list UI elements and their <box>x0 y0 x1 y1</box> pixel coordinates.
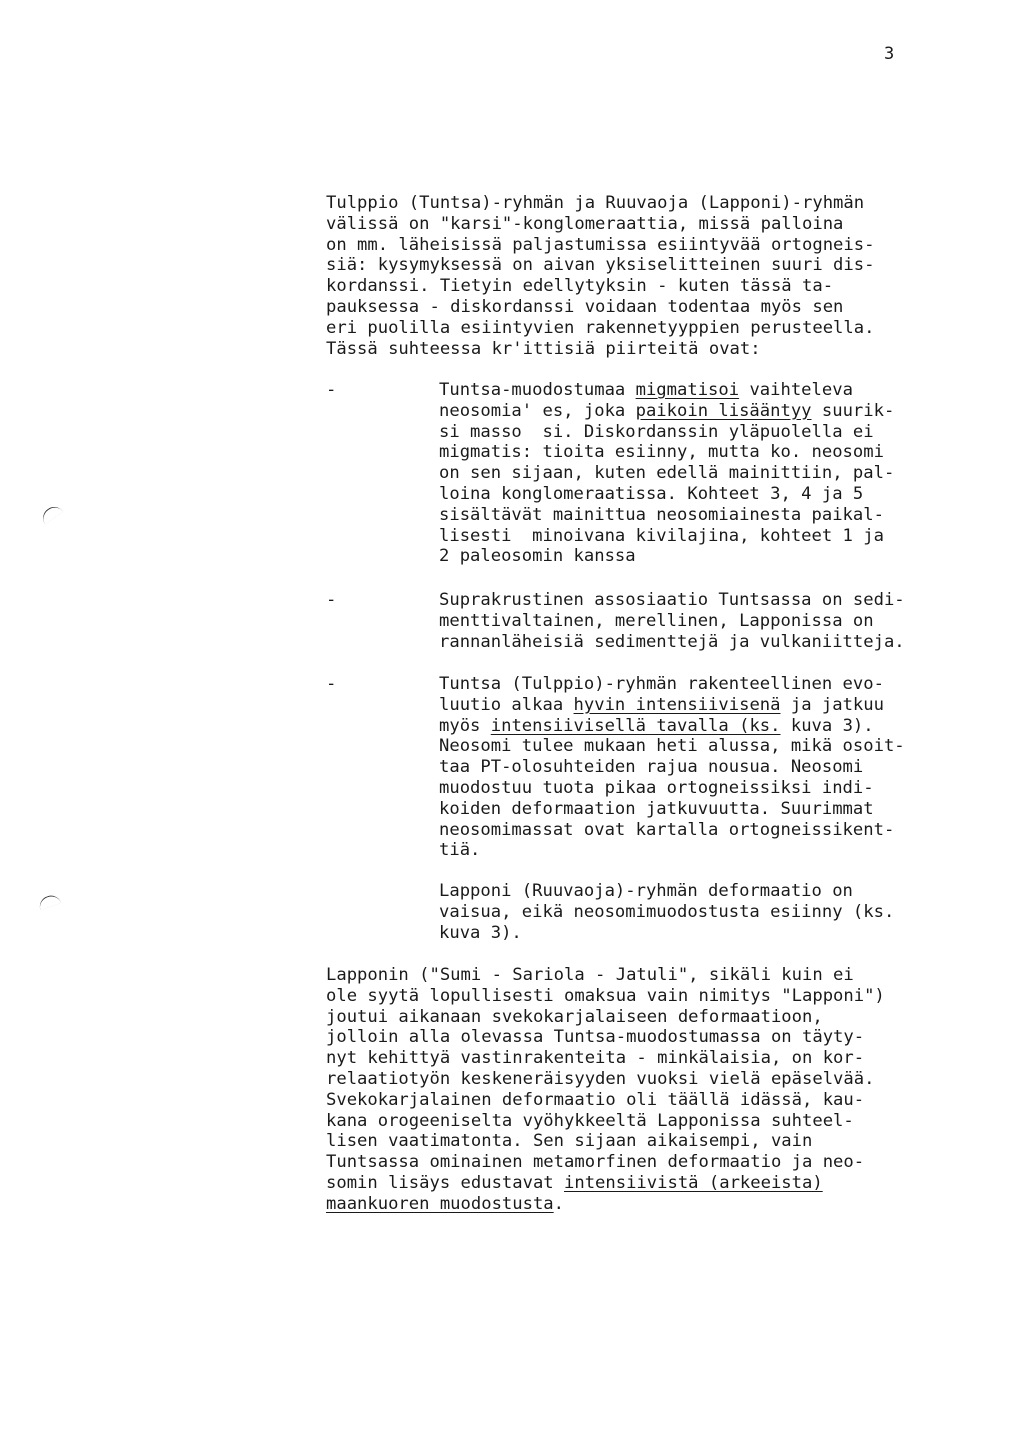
text-line: jolloin alla olevassa Tuntsa-muodostumassa on täyty- <box>326 1027 865 1048</box>
underlined-text: maankuoren muodostusta <box>326 1193 554 1214</box>
text-line: vaisua, eikä neosomimuodostusta esiinny (ks. <box>439 901 895 922</box>
text-line: Tuntsa-muodostumaa migmatisoi vaihteleva <box>439 380 853 400</box>
text-line: taa PT-olosuhteiden rajua nousua. Neosomi <box>439 757 864 778</box>
text-line: muodostuu tuota pikaa ortogneissiksi indi- <box>439 777 874 798</box>
text-line: loina konglomeraatissa. Kohteet 3, 4 ja 5 <box>439 483 864 504</box>
underlined-text: intensiivistä (arkeeista) <box>564 1172 823 1193</box>
text-line: Lapponi (Ruuvaoja)-ryhmän deformaatio on <box>439 881 853 901</box>
text-line: koiden deformaation jatkuvuutta. Suurimmat <box>439 798 874 819</box>
underlined-text: hyvin intensiivisenä <box>573 694 781 715</box>
text-line: Tässä suhteessa kr'ittisiä piirteitä ovat: <box>326 338 761 359</box>
text-line: joutui aikanaan svekokarjalaiseen deformaatioon, <box>326 1006 823 1027</box>
list-dash: - <box>326 380 337 400</box>
text-line: rannanläheisiä sedimenttejä ja vulkaniitteja. <box>439 631 905 652</box>
text-line: menttivaltainen, merellinen, Lapponissa on <box>439 610 874 631</box>
text-line: maankuoren muodostusta. <box>326 1193 565 1214</box>
text-line: luutio alkaa hyvin intensiivisenä ja jatkuu <box>439 694 884 715</box>
margin-mark-1 <box>39 503 63 525</box>
text-line: eri puolilla esiintyvien rakennetyyppien perusteella. <box>326 317 875 338</box>
text-line: tiä. <box>439 840 481 861</box>
text-line: nyt kehittyä vastinrakenteita - minkälaisia, on kor- <box>326 1048 865 1069</box>
underlined-text: paikoin lisääntyy <box>635 400 812 421</box>
text-line: relaatiotyön keskeneräisyyden vuoksi vielä epäselvää. <box>326 1068 875 1089</box>
text-line: migmatis: tioita esiinny, mutta ko. neosomi <box>439 442 884 463</box>
text-line: 2 paleosomin kanssa <box>439 546 636 567</box>
list-dash: - <box>326 674 337 694</box>
text-line: kuva 3). <box>439 922 522 943</box>
text-line: välissä on "karsi"-konglomeraattia, missä palloina <box>326 213 844 234</box>
list-item-3 <box>439 674 905 861</box>
text-line: neosomimassat ovat kartalla ortogneissikent- <box>439 819 895 840</box>
text-line: kana orogeeniselta vyöhykkeeltä Lapponissa suhteel- <box>326 1110 854 1131</box>
margin-mark-2 <box>37 893 61 911</box>
text-line: myös intensiivisellä tavalla (ks. kuva 3). <box>439 715 874 736</box>
text-line: neosomia' es, joka paikoin lisääntyy suurik- <box>439 400 895 421</box>
text-line: Tulppio (Tuntsa)-ryhmän ja Ruuvaoja (Lapponi)-ryhmän <box>326 193 865 213</box>
text-line: Tuntsassa ominainen metamorfinen deformaatio ja neo- <box>326 1152 865 1173</box>
text-line: Neosomi tulee mukaan heti alussa, mikä osoit- <box>439 736 905 757</box>
text-line: Svekokarjalainen deformaatio oli täällä idässä, kau- <box>326 1089 865 1110</box>
text-line: siä: kysymyksessä on aivan yksiselitteinen suuri dis- <box>326 255 875 276</box>
text-line: Suprakrustinen assosiaatio Tuntsassa on sedi- <box>439 590 905 610</box>
text-line: pauksessa - diskordanssi voidaan todentaa myös sen <box>326 296 844 317</box>
list-dash: - <box>326 590 337 610</box>
text-line: kordanssi. Tietyin edellytyksin - kuten tässä ta- <box>326 276 834 297</box>
text-line: somin lisäys edustavat intensiivistä (arkeeista) <box>326 1172 823 1193</box>
text-line: si masso si. Diskordanssin yläpuolella ei <box>439 421 874 442</box>
text-line: ole syytä lopullisesti omaksua vain nimitys "Lapponi") <box>326 985 885 1006</box>
text-line: on mm. läheisissä paljastumissa esiintyvää ortogneis- <box>326 234 875 255</box>
text-line: on sen sijaan, kuten edellä mainittiin, pal- <box>439 463 895 484</box>
text-line: lisesti minoivana kivilajina, kohteet 1 ja <box>439 525 884 546</box>
page-number: 3 <box>884 44 895 64</box>
text-line: Tuntsa (Tulppio)-ryhmän rakenteellinen evo- <box>439 674 884 694</box>
underlined-text: intensiivisellä tavalla (ks. <box>490 715 781 736</box>
list-item-2 <box>439 590 905 652</box>
intro-paragraph <box>326 193 874 359</box>
text-line: Lapponin ("Sumi - Sariola - Jatuli", sikäli kuin ei <box>326 965 854 985</box>
closing-paragraph <box>326 965 885 1215</box>
list-item-1 <box>439 380 894 567</box>
underlined-text: migmatisoi <box>635 380 740 400</box>
text-line: lisen vaatimatonta. Sen sijaan aikaisempi, vain <box>326 1131 813 1152</box>
list-item-4 <box>439 881 894 943</box>
text-line: sisältävät mainittua neosomiainesta paikal- <box>439 504 884 525</box>
